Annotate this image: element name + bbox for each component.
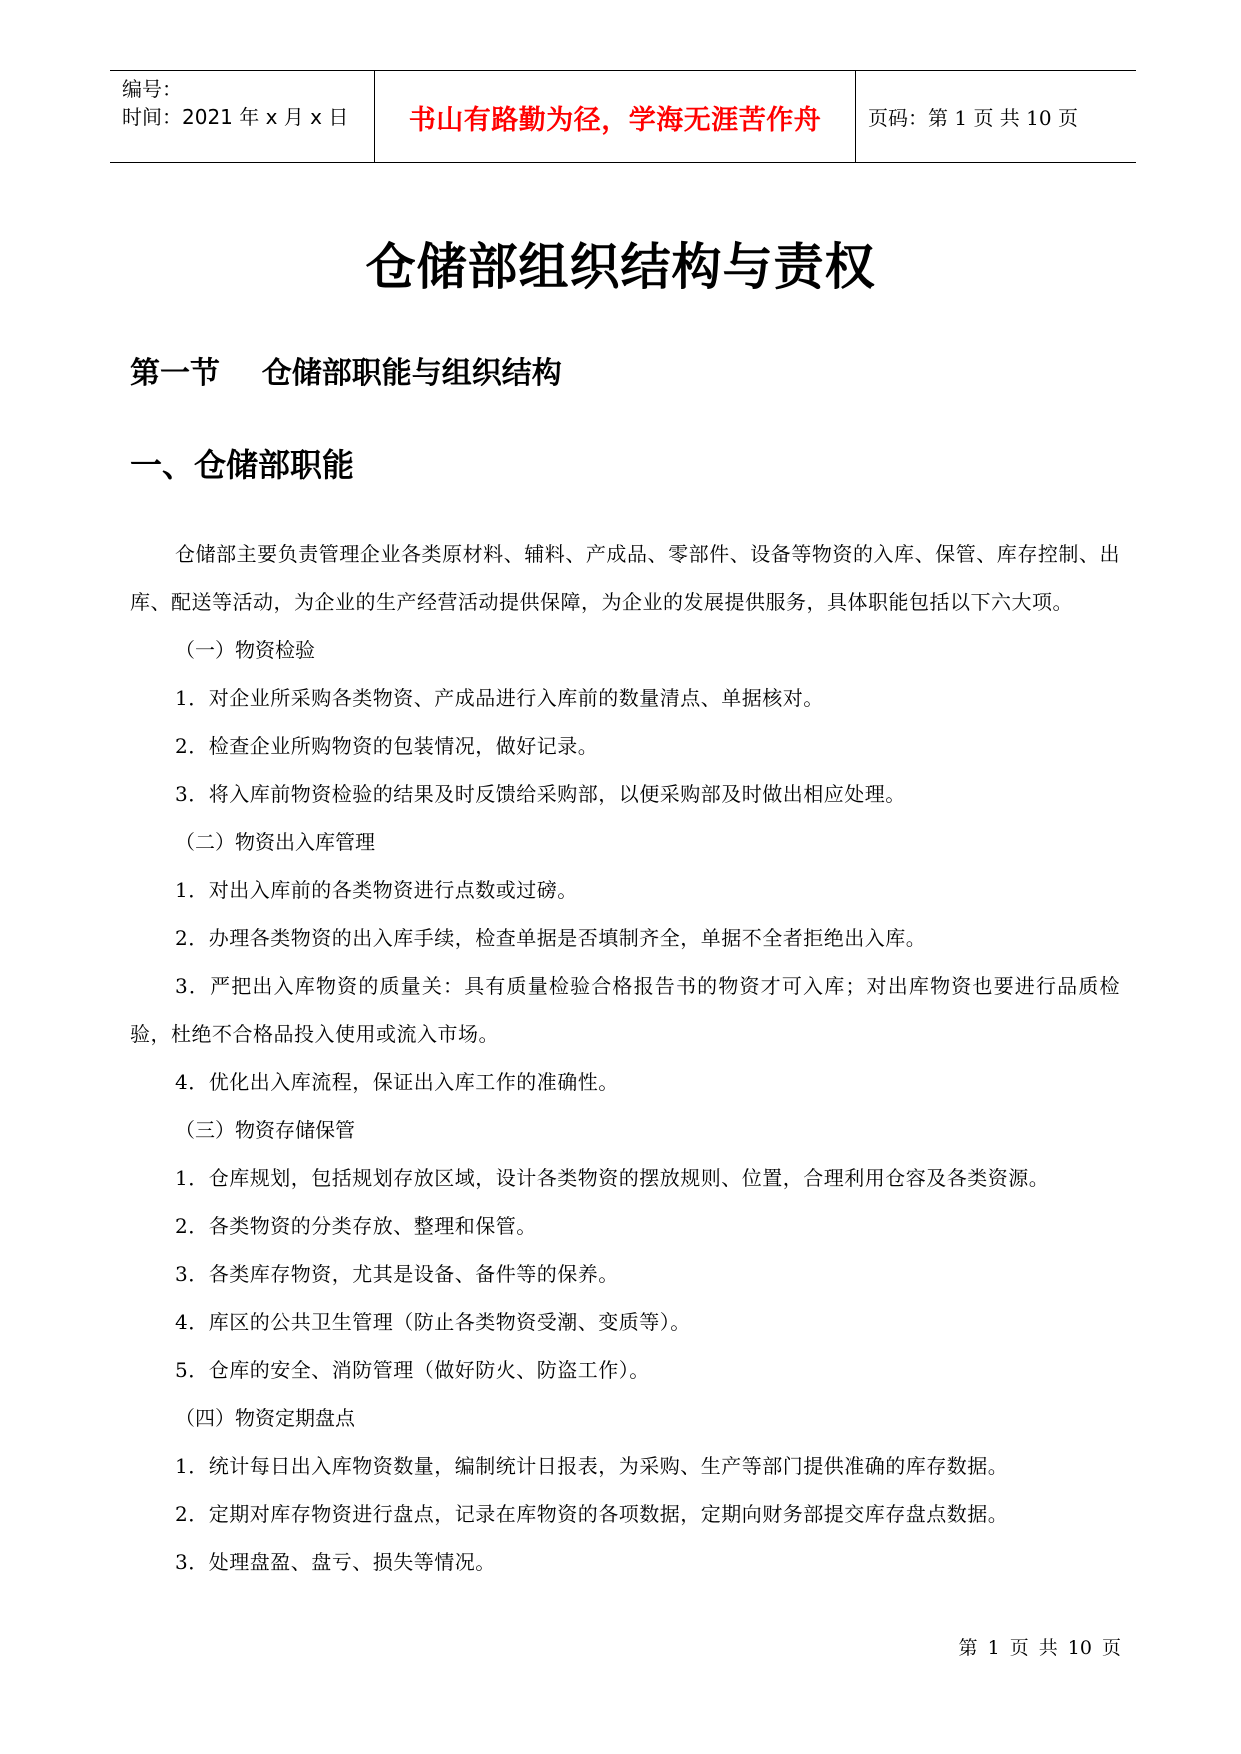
list-item: 2．检查企业所购物资的包装情况，做好记录。: [175, 734, 599, 758]
group-heading: （二）物资出入库管理: [175, 830, 375, 854]
list-item: 3．各类库存物资，尤其是设备、备件等的保养。: [175, 1262, 619, 1286]
list-item: 4．优化出入库流程，保证出入库工作的准确性。: [175, 1070, 619, 1094]
list-item: 1．仓库规划，包括规划存放区域，设计各类物资的摆放规则、位置，合理利用仓容及各类资源。: [175, 1166, 1050, 1190]
intro-paragraph: 仓储部主要负责管理企业各类原材料、辅料、产成品、零部件、设备等物资的入库、保管、库存控制、出库、配送等活动，为企业的生产经营活动提供保障，为企业的发展提供服务，具体职能包括以下六大项。: [130, 542, 1120, 614]
list-item: 3．将入库前物资检验的结果及时反馈给采购部，以便采购部及时做出相应处理。: [175, 782, 906, 806]
group-heading: （一）物资检验: [175, 638, 315, 662]
list-item: 1．对出入库前的各类物资进行点数或过磅。: [175, 878, 578, 902]
list-item: 1．统计每日出入库物资数量，编制统计日报表，为采购、生产等部门提供准确的库存数据。: [175, 1454, 1009, 1478]
footer-page-number: 第 1 页 共 10 页: [958, 1637, 1121, 1659]
page-header: [110, 70, 1136, 163]
document-title: 仓储部组织结构与责权: [365, 238, 876, 296]
list-item: 3．严把出入库物资的质量关：具有质量检验合格报告书的物资才可入库；对出库物资也要进行品质检验，杜绝不合格品投入使用或流入市场。: [130, 974, 1120, 1046]
list-item: 1．对企业所采购各类物资、产成品进行入库前的数量清点、单据核对。: [175, 686, 824, 710]
document-body: [130, 530, 1120, 1586]
list-item: 5．仓库的安全、消防管理（做好防火、防盗工作）。: [175, 1358, 650, 1382]
document-date-label: 时间：2021 年 x 月 x 日: [122, 105, 349, 129]
list-item: 2．定期对库存物资进行盘点，记录在库物资的各项数据，定期向财务部提交库存盘点数据。: [175, 1502, 1009, 1526]
list-item: 4．库区的公共卫生管理（防止各类物资受潮、变质等）。: [175, 1310, 691, 1334]
list-item: 3．处理盘盈、盘亏、损失等情况。: [175, 1550, 496, 1574]
group-heading: （四）物资定期盘点: [175, 1406, 355, 1430]
group-heading: （三）物资存储保管: [175, 1118, 355, 1142]
header-page-info: 页码：第 1 页 共 10 页: [868, 106, 1078, 130]
header-motto: 书山有路勤为径，学海无涯苦作舟: [374, 71, 856, 162]
subsection-title: 一、仓储部职能: [130, 446, 355, 484]
document-number-label: 编号：: [122, 77, 182, 101]
section-title: 第一节 仓储部职能与组织结构: [130, 356, 562, 391]
list-item: 2．办理各类物资的出入库手续，检查单据是否填制齐全，单据不全者拒绝出入库。: [175, 926, 927, 950]
header-meta: [110, 71, 374, 162]
list-item: 2．各类物资的分类存放、整理和保管。: [175, 1214, 537, 1238]
